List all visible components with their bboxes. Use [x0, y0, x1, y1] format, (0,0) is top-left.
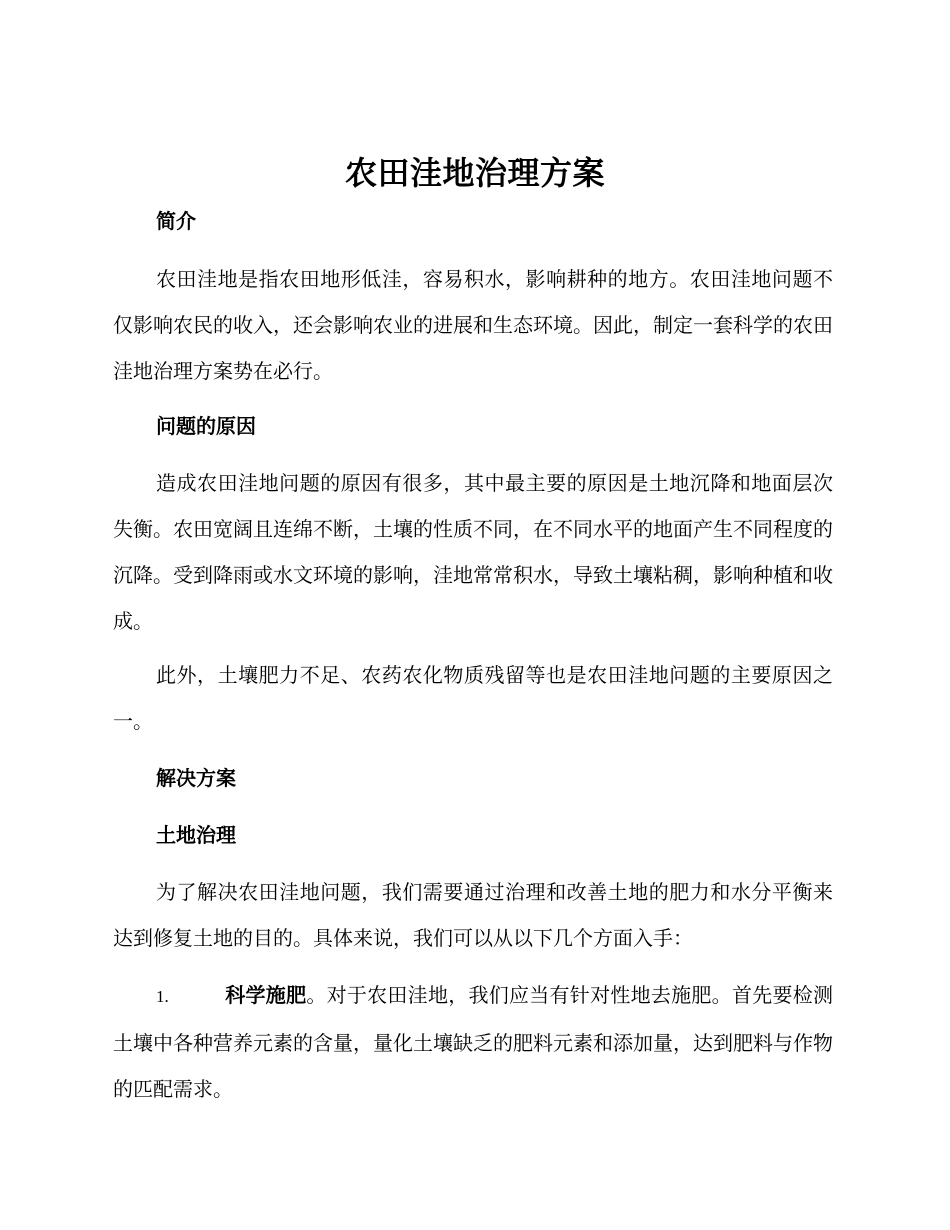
- intro-paragraph: 农田洼地是指农田地形低洼，容易积水，影响耕种的地方。农田洼地问题不仅影响农民的收入，还会影响农业的进展和生态环境。因此，制定一套科学的农田洼地治理方案势在必行。: [113, 267, 833, 383]
- causes-paragraph-2: 此外，土壤肥力不足、农药农化物质残留等也是农田洼地问题的主要原因之一。: [113, 663, 833, 733]
- list-item: [113, 972, 833, 1112]
- list-item-text: 。对于农田洼地，我们应当有针对性地去施肥。首先要检测土壤中各种营养元素的含量，量化土壤缺乏的肥料元素和添加量，达到肥料与作物的匹配需求。: [113, 983, 834, 1101]
- section-heading-causes: 问题的原因: [156, 414, 256, 438]
- list-item-bold-term: 科学施肥: [225, 983, 307, 1007]
- causes-paragraph-1: 造成农田洼地问题的原因有很多，其中最主要的原因是土地沉降和地面层次失衡。农田宽阔且连绵不断，土壤的性质不同，在不同水平的地面产生不同程度的沉降。受到降雨或水文环境的影响，洼地常常积水，导致土壤粘稠，影响种植和收成。: [113, 471, 833, 633]
- section-heading-intro: 简介: [156, 209, 196, 233]
- section-heading-solutions: 解决方案: [156, 766, 236, 790]
- solutions-paragraph: 为了解决农田洼地问题，我们需要通过治理和改善土地的肥力和水分平衡来达到修复土地的目的。具体来说，我们可以从以下几个方面入手：: [113, 880, 833, 950]
- document-title: 农田洼地治理方案: [344, 154, 605, 192]
- list-item-number: 1.: [156, 987, 169, 1006]
- subsection-heading-land: 土地治理: [156, 823, 236, 847]
